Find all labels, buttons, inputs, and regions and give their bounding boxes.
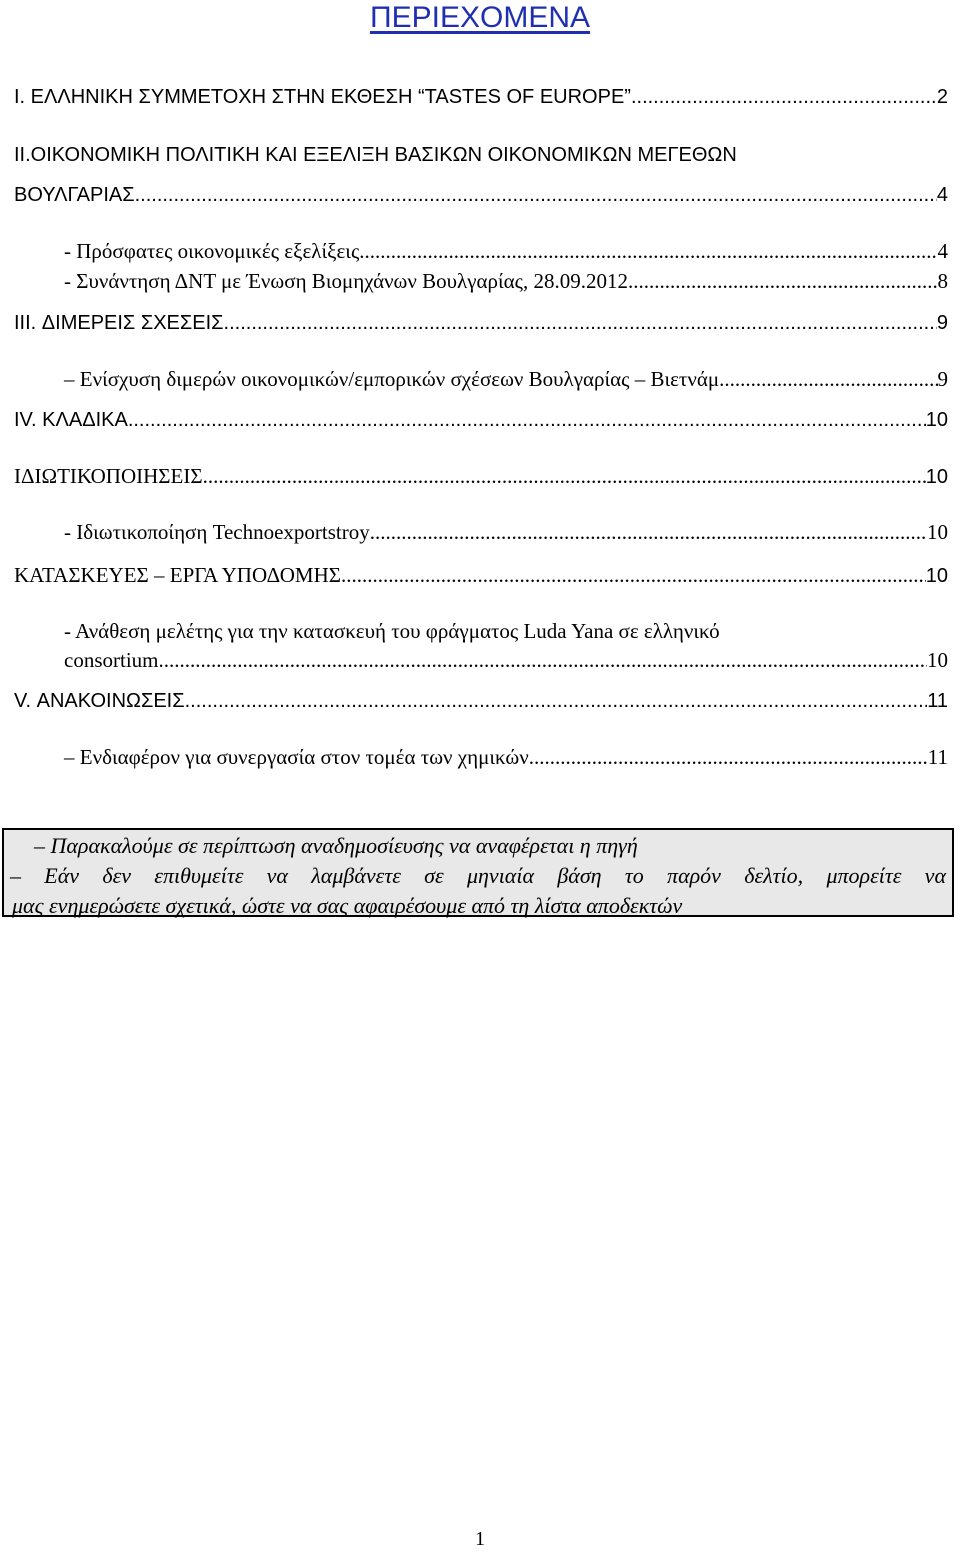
toc-entry[interactable] <box>14 184 948 214</box>
notice-line: – Παρακαλούμε σε περίπτωση αναδημοσίευσης να αναφέρεται η πηγή <box>34 833 638 858</box>
dot-leader <box>341 563 926 588</box>
toc-entry-text: III. ΔΙΜΕΡΕΙΣ ΣΧΕΣΕΙΣ <box>14 312 224 334</box>
toc-entry-text: - Ιδιωτικοποίηση Technoexportstroy <box>64 520 370 544</box>
toc-page-number: 4 <box>937 239 948 263</box>
toc-entry-text: ΚΑΤΑΣΚΕΥΕΣ – ΕΡΓΑ ΥΠΟΔΟΜΗΣ <box>14 563 341 587</box>
page-title: ΠΕΡΙΕΧΟΜΕΝΑ <box>369 1 591 34</box>
toc-entry-text[interactable]: II.ΟΙΚΟΝΟΜΙΚΗ ΠΟΛΙΤΙΚΗ ΚΑΙ ΕΞΕΛΙΞΗ ΒΑΣΙΚΩΝ ΟΙΚΟΝΟΜΙΚΩΝ ΜΕΓΕΘΩΝ <box>14 144 737 166</box>
toc-entry-text: – Ενδιαφέρον για συνεργασία στον τομέα των χημικών <box>64 745 529 769</box>
toc-entry[interactable] <box>64 367 948 397</box>
toc-entry-text: – Ενίσχυση διμερών οικονομικών/εμπορικών σχέσεων Βουλγαρίας – Βιετνάμ <box>64 367 720 391</box>
dot-leader <box>128 409 926 432</box>
toc-entry-text: I. ΕΛΛΗΝΙΚΗ ΣΥΜΜΕΤΟΧΗ ΣΤΗΝ ΕΚΘΕΣΗ “TASTES OF EUROPE” <box>14 86 631 108</box>
dot-leader <box>631 86 937 109</box>
dot-leader <box>719 367 937 392</box>
toc-page-number: 11 <box>927 690 948 712</box>
toc-page-number: 9 <box>937 367 948 391</box>
toc-page-number: 9 <box>936 312 948 334</box>
toc-page-number: 10 <box>925 409 948 431</box>
toc-page-number: 10 <box>927 648 948 672</box>
notice-line: μας ενημερώσετε σχετικά, ώστε να σας αφαιρέσουμε από τη λίστα αποδεκτών <box>12 893 683 918</box>
toc-page-number: 11 <box>927 745 948 769</box>
toc-entry[interactable] <box>64 269 948 299</box>
toc-entry-text: ΙΔΙΩΤΙΚΟΠΟΙΗΣΕΙΣ <box>14 464 203 488</box>
toc-entry[interactable] <box>14 464 948 494</box>
toc-entry-text[interactable]: - Ανάθεση μελέτης για την κατασκευή του φράγματος Luda Yana σε ελληνικό <box>64 619 720 643</box>
dot-leader <box>135 184 937 207</box>
dot-leader <box>628 269 938 294</box>
toc-entry-text: V. ΑΝΑΚΟΙΝΩΣΕΙΣ <box>14 690 185 712</box>
dot-leader <box>370 520 927 545</box>
toc-page-number: 10 <box>925 466 948 488</box>
dot-leader <box>203 464 926 489</box>
dot-leader <box>185 690 928 713</box>
page-number: 1 <box>475 1528 485 1550</box>
toc-entry-text: IV. ΚΛΑΔΙΚΑ <box>14 409 128 431</box>
toc-page-number: 8 <box>937 269 948 293</box>
toc-entry[interactable] <box>14 86 948 116</box>
toc-entry[interactable] <box>14 312 948 342</box>
dot-leader <box>529 745 928 770</box>
toc-entry[interactable] <box>64 239 948 269</box>
toc-entry-text: - Συνάντηση ΔΝΤ με Ένωση Βιομηχάνων Βουλγαρίας, 28.09.2012 <box>64 269 628 293</box>
toc-entry[interactable] <box>14 563 948 593</box>
dot-leader <box>359 239 937 264</box>
toc-page-number: 10 <box>925 565 948 587</box>
toc-page-number: 2 <box>936 86 948 108</box>
notice-line: – Εάν δεν επιθυμείτε να λαμβάνετε σε μηνιαία βάση το παρόν δελτίο, μπορείτε να <box>10 863 946 888</box>
dot-leader <box>224 312 937 335</box>
toc-entry[interactable] <box>64 648 948 678</box>
dot-leader <box>159 648 928 673</box>
toc-page-number: 10 <box>927 520 948 544</box>
toc-entry-text: consortium <box>64 648 159 672</box>
toc-entry[interactable] <box>64 745 948 775</box>
toc-page-number: 4 <box>936 184 948 206</box>
toc-entry[interactable] <box>64 520 948 550</box>
toc-entry[interactable] <box>14 690 948 720</box>
notice-box <box>2 828 954 917</box>
toc-entry-text: ΒΟΥΛΓΑΡΙΑΣ <box>14 184 135 206</box>
toc-entry[interactable] <box>14 409 948 439</box>
toc-entry-text: - Πρόσφατες οικονομικές εξελίξεις <box>64 239 360 263</box>
